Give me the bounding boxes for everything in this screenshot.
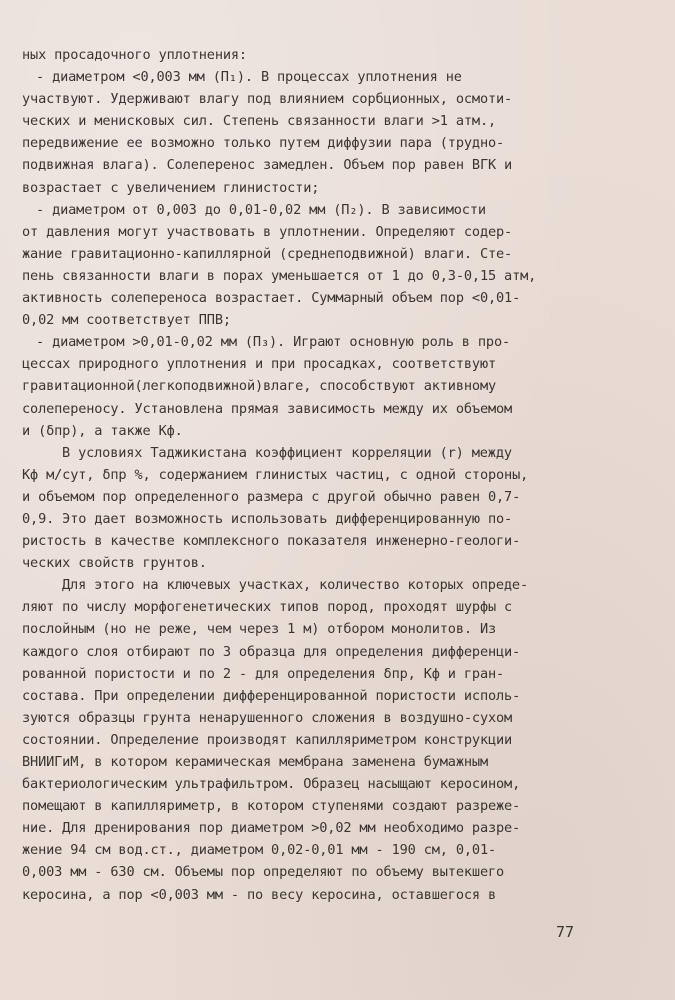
text-line: помещают в капилляриметр, в котором ступенями создают разреже- bbox=[22, 798, 521, 815]
text-line: 0,02 мм соответствует ППВ; bbox=[22, 312, 231, 329]
text-line: ляют по числу морфогенетических типов пород, проходят шурфы с bbox=[22, 599, 513, 616]
text-line: ние. Для дренирования пор диаметром >0,02 мм необходимо разре- bbox=[22, 820, 521, 837]
text-line: и (δпр), а также Кф. bbox=[22, 422, 183, 439]
text-line: ческих и менисковых сил. Степень связанности влаги >1 атм., bbox=[22, 113, 497, 130]
text-line: солепереносу. Установлена прямая зависимость между их объемом bbox=[22, 400, 513, 417]
text-line: Для этого на ключевых участках, количество которых опреде- bbox=[62, 577, 528, 594]
text-line: послойным (но не реже, чем через 1 м) отбором монолитов. Из bbox=[22, 621, 497, 638]
text-line: пень связанности влаги в порах уменьшается от 1 до 0,3-0,15 атм, bbox=[22, 267, 537, 284]
text-line: бактериологическим ультрафильтром. Образец насыщают керосином, bbox=[22, 776, 521, 793]
text-line: каждого слоя отбирают по 3 образца для определения дифференци- bbox=[22, 643, 521, 660]
text-line: ристость в качестве комплексного показателя инженерно-геологи- bbox=[22, 533, 521, 550]
text-line: цессах природного уплотнения и при просадках, соответствуют bbox=[22, 356, 497, 373]
text-line: зуются образцы грунта ненарушенного сложения в воздушно-сухом bbox=[22, 709, 513, 726]
text-line: - диаметром <0,003 мм (П₁). В процессах уплотнения не bbox=[36, 69, 462, 86]
text-line: В условиях Таджикистана коэффициент корреляции (r) между bbox=[62, 444, 512, 461]
text-line: - диаметром от 0,003 до 0,01-0,02 мм (П₂). В зависимости bbox=[36, 201, 486, 218]
text-line: гравитационной(легкоподвижной)влаге, способствуют активному bbox=[22, 378, 497, 395]
text-line: и объемом пор определенного размера с другой обычно равен 0,7- bbox=[22, 488, 521, 505]
text-line: - диаметром >0,01-0,02 мм (П₃). Играют основную роль в про- bbox=[36, 334, 511, 351]
text-line: 0,9. Это дает возможность использовать дифференцированную по- bbox=[22, 510, 513, 527]
text-line: ных просадочного уплотнения: bbox=[22, 47, 247, 63]
text-line: ВНИИГиМ, в котором керамическая мембрана заменена бумажным bbox=[22, 754, 488, 770]
text-line: 0,003 мм - 630 см. Объемы пор определяют по объему вытекшего bbox=[22, 864, 505, 881]
text-line: жание гравитационно-капиллярной (среднеподвижной) влаги. Сте- bbox=[22, 245, 513, 262]
page-number: 77 bbox=[556, 923, 575, 941]
text-line: подвижная влага). Солеперенос замедлен. Объем пор равен ВГК и bbox=[22, 157, 513, 174]
text-line: возрастает с увеличением глинистости; bbox=[22, 179, 320, 196]
text-line: ческих свойств грунтов. bbox=[22, 555, 207, 572]
text-line: Кф м/сут, δпр %, содержанием глинистых частиц, с одной стороны, bbox=[22, 466, 529, 483]
text-line: активность солепереноса возрастает. Суммарный объем пор <0,01- bbox=[22, 290, 521, 307]
text-line: передвижение ее возможно только путем диффузии пара (трудно- bbox=[22, 135, 505, 152]
text-line: участвуют. Удерживают влагу под влиянием сорбционных, осмоти- bbox=[22, 91, 513, 108]
text-line: жение 94 см вод.ст., диаметром 0,02-0,01 мм - 190 см, 0,01- bbox=[22, 842, 497, 859]
text-line: керосина, а пор <0,003 мм - по весу керосина, оставшегося в bbox=[22, 886, 497, 903]
text-line: состоянии. Определение производят капилляриметром конструкции bbox=[22, 731, 513, 748]
text-line: от давления могут участвовать в уплотнении. Определяют содер- bbox=[22, 223, 513, 240]
text-line: состава. При определении дифференцированной пористости исполь- bbox=[22, 687, 521, 704]
text-line: рованной пористости и по 2 - для определения δпр, Кф и гран- bbox=[22, 665, 505, 682]
body-text bbox=[22, 44, 652, 906]
